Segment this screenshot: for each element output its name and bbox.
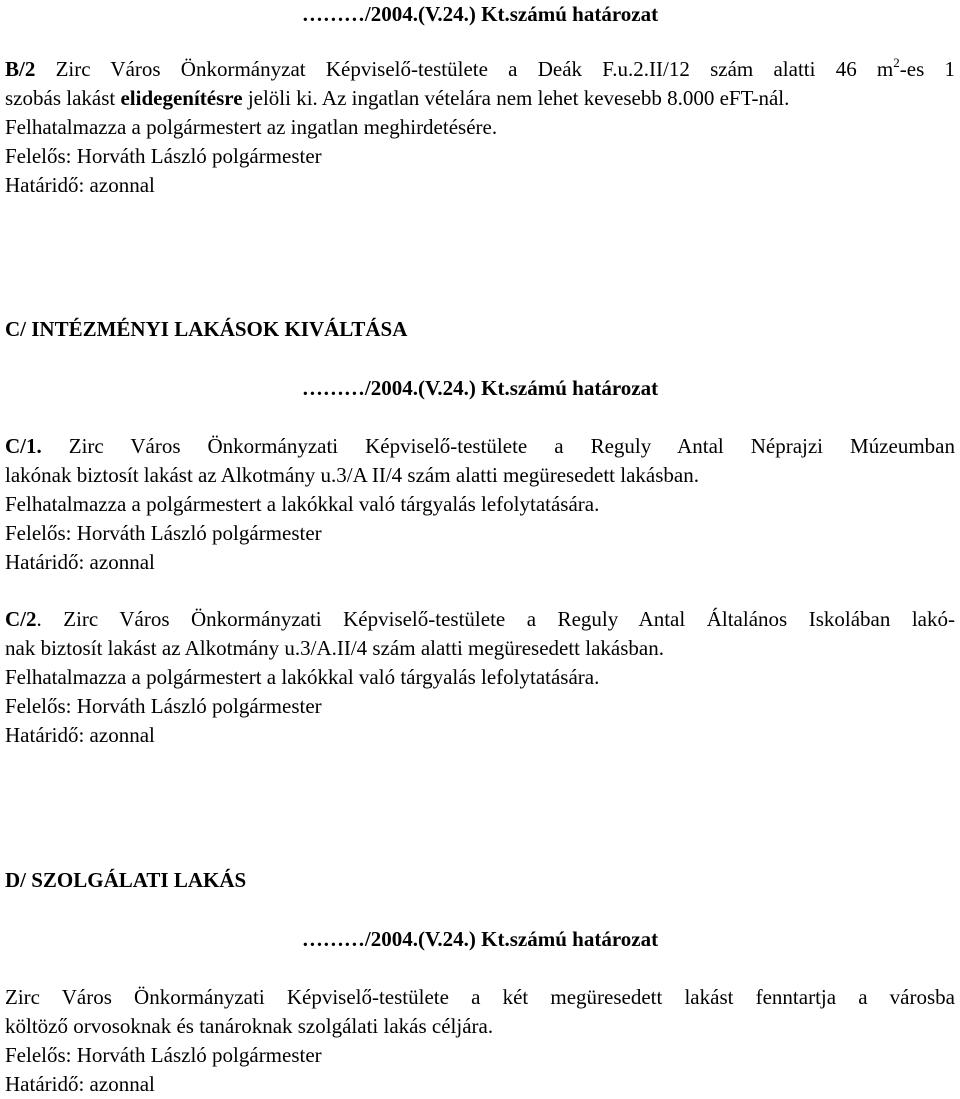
deadline-line: Határidő: azonnal: [5, 723, 155, 747]
resolution-header-b: ………/2004.(V.24.) Kt.számú határozat: [301, 2, 659, 26]
b2-label: B/2: [5, 57, 36, 81]
resolution-d: [5, 983, 955, 1099]
b2-line-1: B/2 Zirc Város Önkormányzat Képviselő-testülete a Deák F.u.2.II/12 szám alatti 46 $m^2-es$ 1: [5, 55, 955, 81]
resolution-b2: [5, 55, 955, 200]
resolution-c1: [5, 432, 955, 577]
responsible-line: Felelős: Horváth László polgármester: [5, 521, 322, 545]
deadline-line: Határidő: azonnal: [5, 173, 155, 197]
c2-line-2: nak biztosít lakást az Alkotmány u.3/A.II/4 szám alatti megüresedett lakásban.: [5, 636, 664, 660]
c1-line-2: lakónak biztosít lakást az Alkotmány u.3/A II/4 szám alatti megüresedett lakásban.: [5, 463, 699, 487]
section-c-title: C/ INTÉZMÉNYI LAKÁSOK KIVÁLTÁSA: [5, 317, 408, 341]
c2-label: C/2: [5, 607, 37, 631]
deadline-line: Határidő: azonnal: [5, 550, 155, 574]
d-line-2: költöző orvosoknak és tanároknak szolgálati lakás céljára.: [5, 1014, 494, 1038]
b2-line-3: Felhatalmazza a polgármestert az ingatlan meghirdetésére.: [5, 115, 498, 139]
responsible-line: Felelős: Horváth László polgármester: [5, 694, 322, 718]
resolution-header-c: ………/2004.(V.24.) Kt.számú határozat: [301, 376, 659, 400]
resolution-header-d: ………/2004.(V.24.) Kt.számú határozat: [301, 927, 659, 951]
c2-line-1: C/2. Zirc Város Önkormányzati Képviselő-testülete a Reguly Antal Általános Iskolában lakó-: [5, 607, 955, 631]
responsible-line: Felelős: Horváth László polgármester: [5, 144, 322, 168]
c1-label: C/1.: [5, 434, 42, 458]
c1-line-1: C/1. Zirc Város Önkormányzati Képviselő-testülete a Reguly Antal Néprajzi Múzeumban: [5, 434, 955, 458]
section-d-title: D/ SZOLGÁLATI LAKÁS: [5, 868, 247, 892]
resolution-c2: [5, 605, 955, 750]
c2-line-3: Felhatalmazza a polgármestert a lakókkal való tárgyalás lefolytatására.: [5, 665, 600, 689]
d-line-1: Zirc Város Önkormányzati Képviselő-testülete a két megüresedett lakást fenntartja a városba: [5, 985, 955, 1009]
bold-term: elidegenítésre: [120, 86, 243, 110]
responsible-line: Felelős: Horváth László polgármester: [5, 1043, 322, 1067]
superscript: 2: [893, 55, 900, 70]
c1-line-3: Felhatalmazza a polgármestert a lakókkal való tárgyalás lefolytatására.: [5, 492, 600, 516]
deadline-line: Határidő: azonnal: [5, 1072, 155, 1096]
b2-line-2: szobás lakást elidegenítésre jelöli ki. Az ingatlan vételára nem lehet kevesebb 8.000 eFT-nál.: [5, 86, 790, 110]
